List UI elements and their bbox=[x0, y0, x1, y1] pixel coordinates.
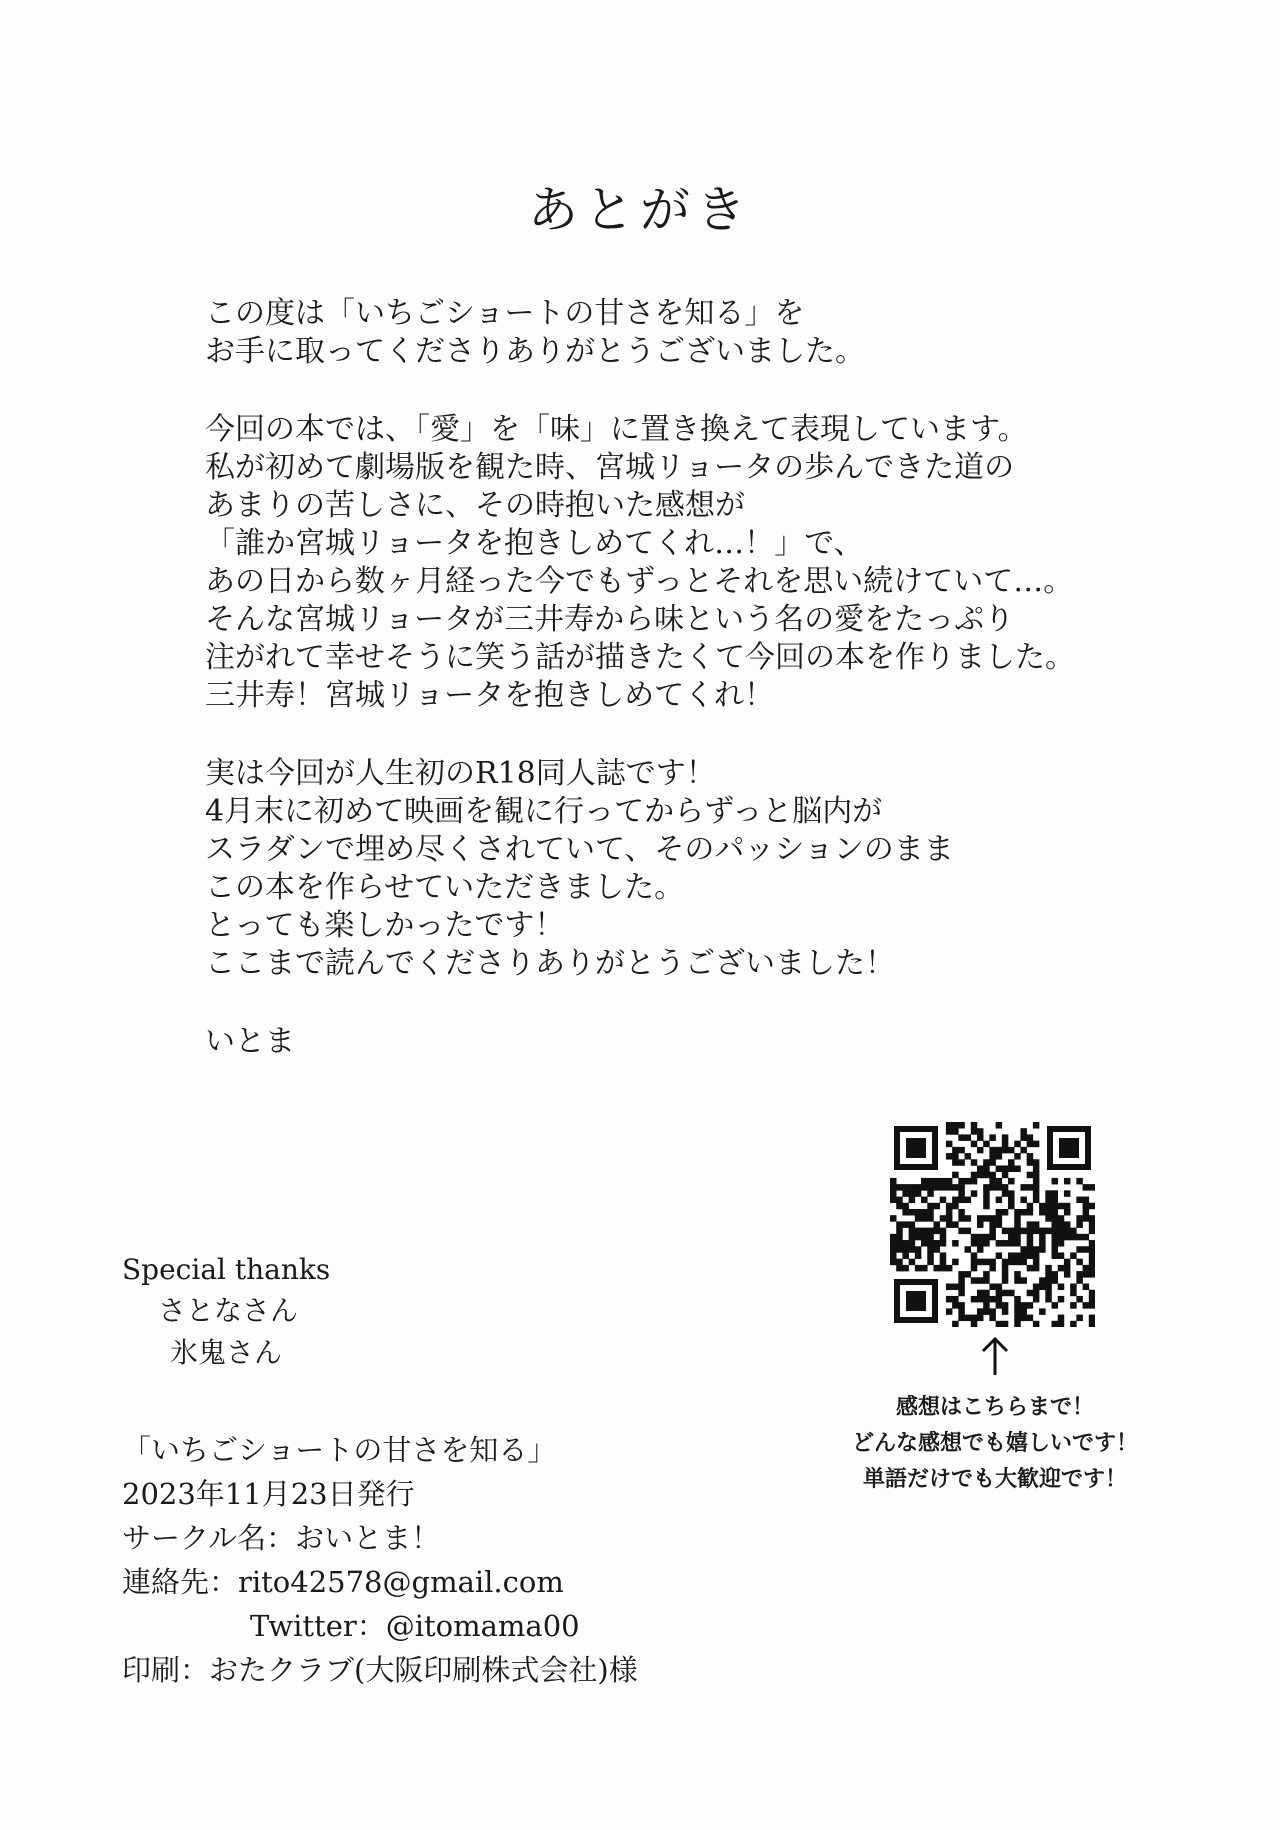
colophon-book-title: 「いちごショートの甘さを知る」 bbox=[122, 1433, 557, 1467]
body-line: ここまで読んでくださりありがとうございました！ bbox=[205, 946, 895, 981]
paragraph-concept bbox=[205, 411, 1165, 715]
paragraph-thanks bbox=[205, 295, 1165, 371]
paragraph-first-book bbox=[205, 755, 1165, 983]
body-line: この本を作らせていただきました。 bbox=[205, 870, 685, 905]
thanks-name: 氷鬼さん bbox=[170, 1336, 283, 1369]
body-line: 「誰か宮城リョータを抱きしめてくれ…！」で、 bbox=[205, 526, 864, 561]
body-line: スラダンで埋め尽くされていて、そのパッションのまま bbox=[205, 832, 954, 867]
qr-caption-line: どんな感想でも嬉しいです！ bbox=[851, 1431, 1138, 1456]
colophon bbox=[122, 1428, 638, 1692]
author-signature: いとま bbox=[205, 1024, 295, 1059]
colophon-circle: サークル名：おいとま！ bbox=[122, 1521, 441, 1555]
colophon-printer: 印刷：おたクラブ(大阪印刷株式会社)様 bbox=[122, 1653, 638, 1687]
body-line: この度は「いちごショートの甘さを知る」を bbox=[205, 296, 805, 331]
body-line: あの日から数ヶ月経った今でもずっとそれを思い続けていて…。 bbox=[205, 564, 1074, 599]
qr-caption-line: 単語だけでも大歓迎です！ bbox=[862, 1467, 1127, 1492]
special-thanks-heading: Special thanks bbox=[122, 1253, 331, 1286]
colophon-contact[interactable]: 連絡先：rito42578@gmail.com bbox=[122, 1565, 564, 1599]
qr-code-icon[interactable] bbox=[890, 1122, 1095, 1327]
afterword-body bbox=[205, 295, 1165, 1061]
body-line: お手に取ってくださりありがとうございました。 bbox=[205, 334, 865, 369]
arrow-up-icon bbox=[980, 1335, 1010, 1377]
body-line: とっても楽しかったです！ bbox=[205, 908, 565, 943]
body-line: 注がれて幸せそうに笑う話が描きたくて今回の本を作りました。 bbox=[205, 640, 1075, 675]
body-line: 三井寿！宮城リョータを抱きしめてくれ！ bbox=[205, 678, 775, 713]
colophon-date: 2023年11月23日発行 bbox=[122, 1477, 415, 1511]
body-line: そんな宮城リョータが三井寿から味という名の愛をたっぷり bbox=[205, 602, 1015, 637]
colophon-twitter[interactable]: Twitter：@itomama00 bbox=[250, 1609, 580, 1643]
page-title: あとがき bbox=[528, 181, 752, 239]
qr-caption bbox=[810, 1390, 1180, 1498]
body-line: あまりの苦しさに、その時抱いた感想が bbox=[205, 488, 745, 523]
thanks-name: さとなさん bbox=[158, 1294, 299, 1327]
body-line: 私が初めて劇場版を観た時、宮城リョータの歩んできた道の bbox=[205, 450, 1015, 485]
special-thanks bbox=[122, 1250, 330, 1374]
qr-caption-line: 感想はこちらまで！ bbox=[895, 1395, 1094, 1420]
body-line: 今回の本では、「愛」を「味」に置き換えて表現しています。 bbox=[205, 412, 1028, 447]
body-line: 実は今回が人生初のR18同人誌です！ bbox=[205, 756, 716, 791]
body-line: 4月末に初めて映画を観に行ってからずっと脳内が bbox=[205, 794, 883, 829]
